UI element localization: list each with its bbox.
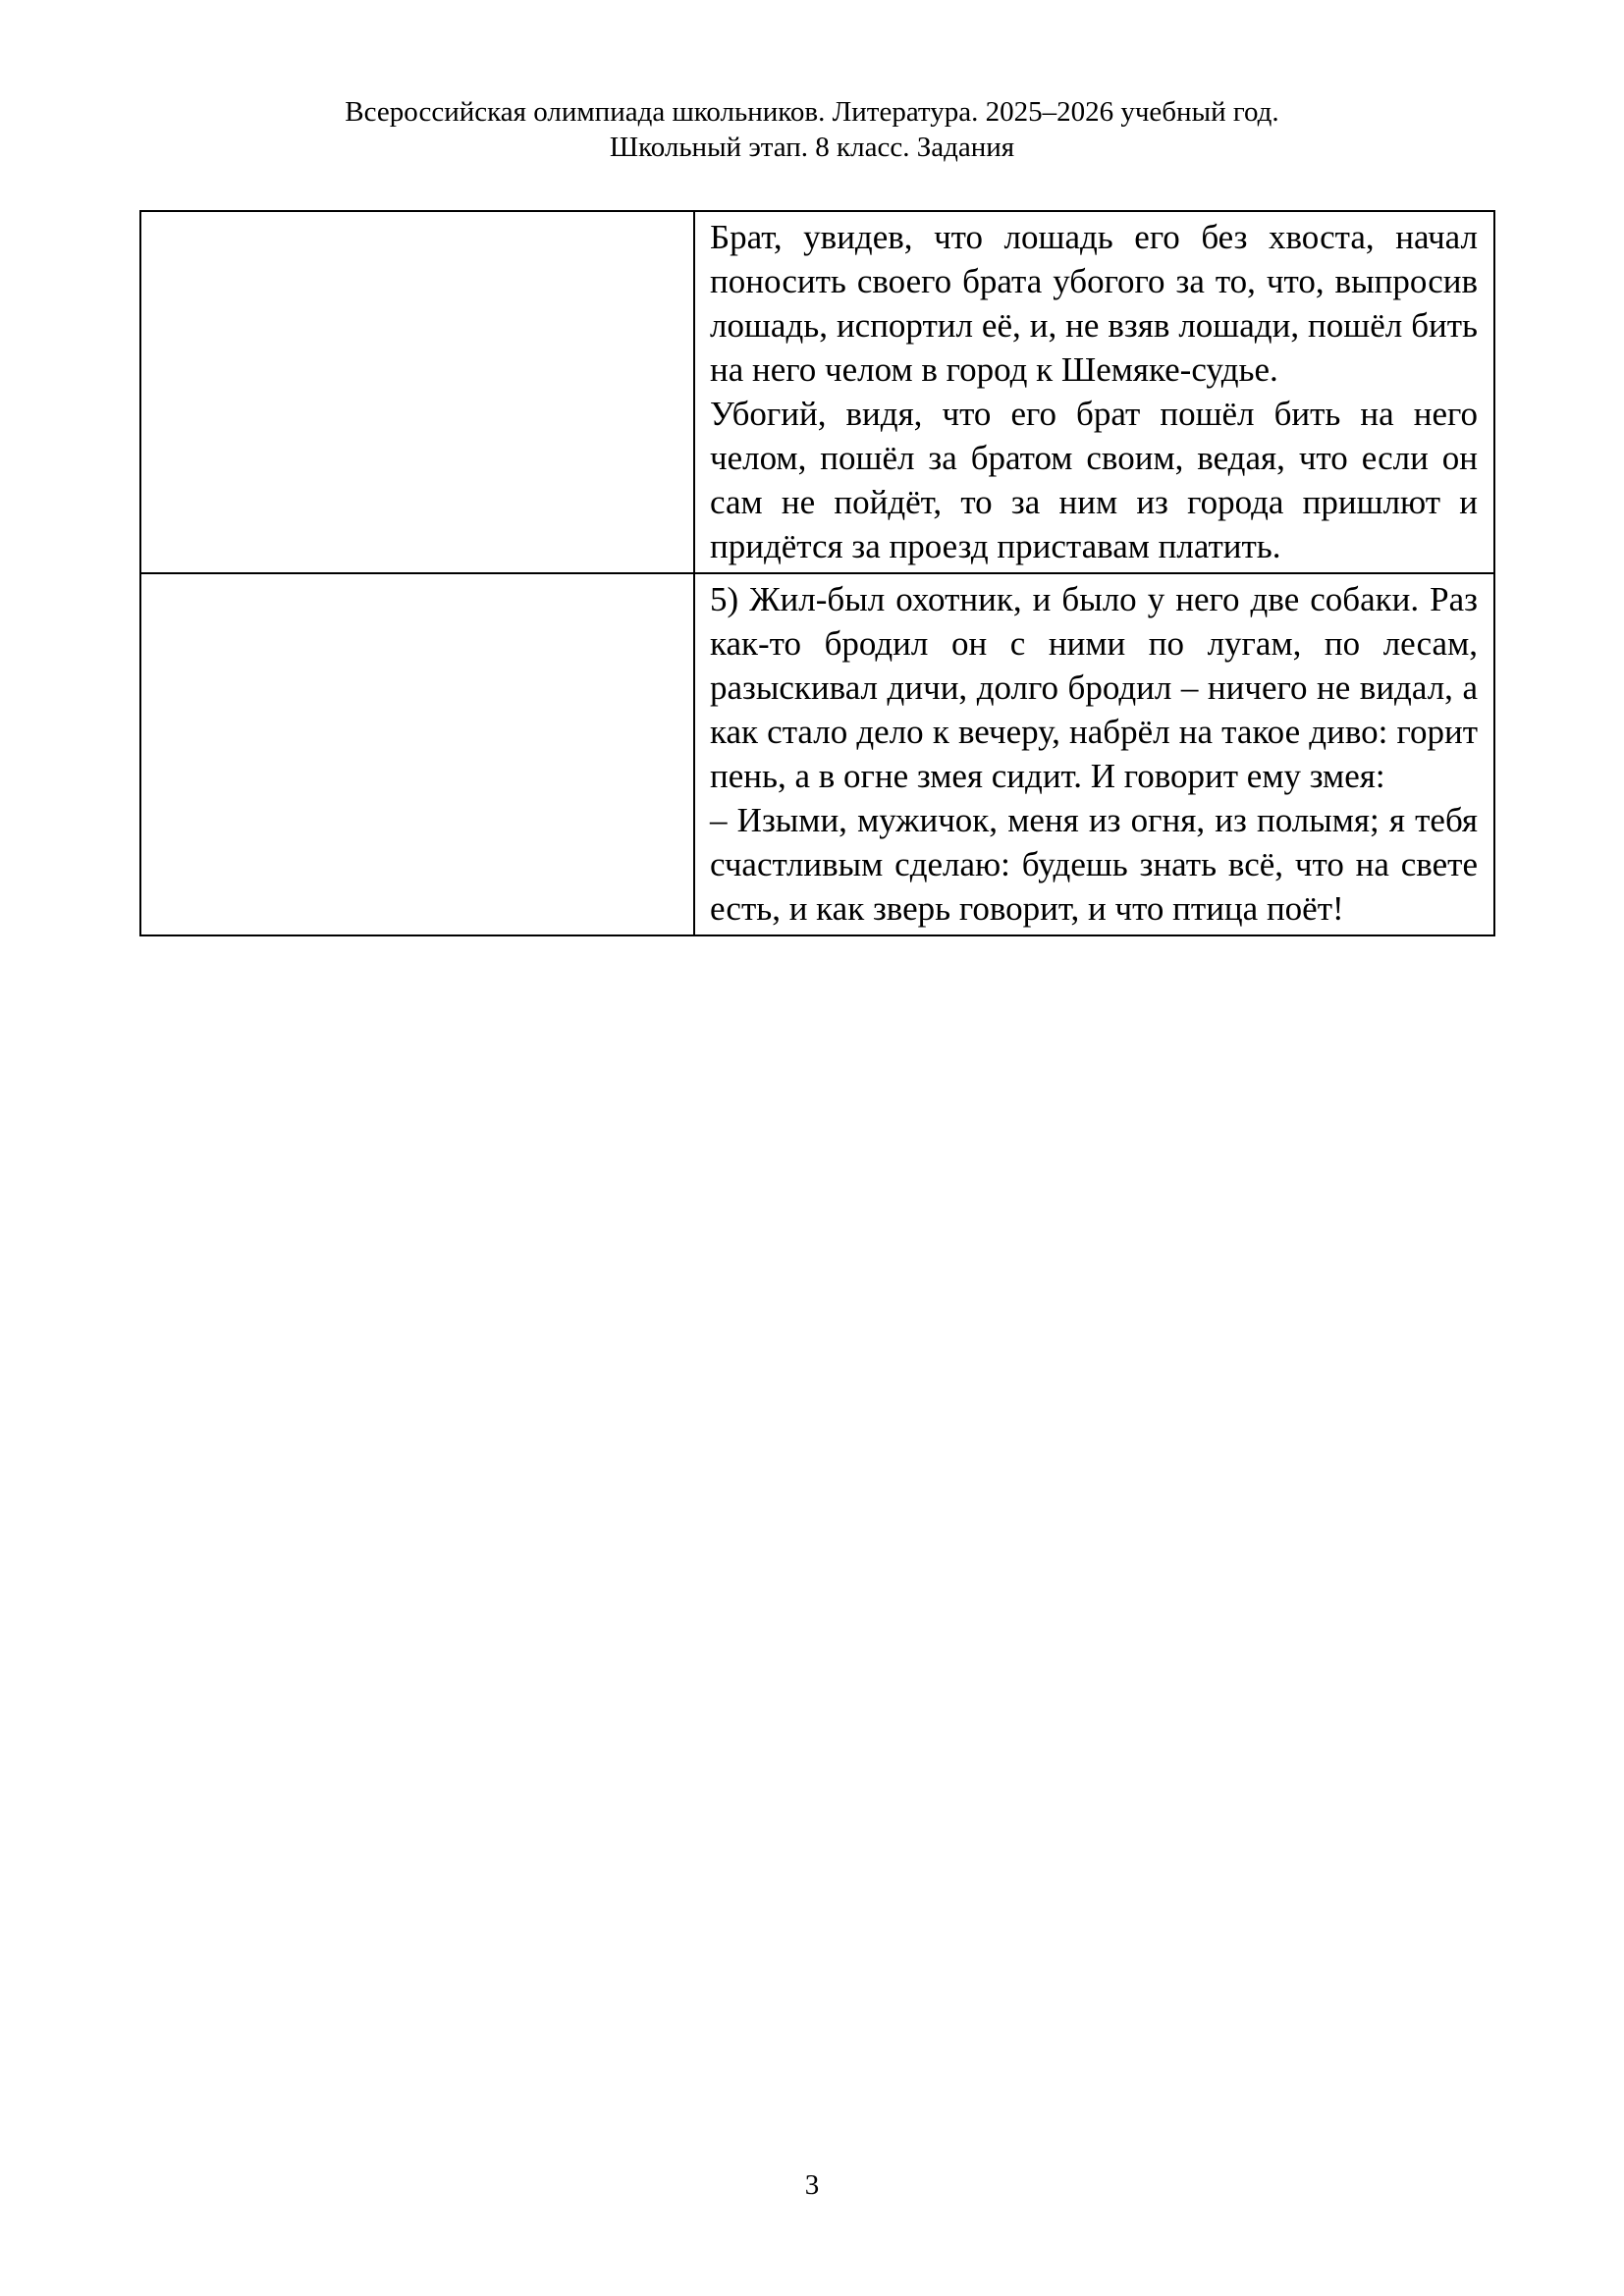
- text-paragraph: – Изыми, мужичок, меня из огня, из полымя; я тебя счастливым сделаю: будешь знать всё, что на свете есть, и как зверь говорит, и что птица поёт!: [710, 801, 1478, 928]
- text-paragraph: Убогий, видя, что его брат пошёл бить на него челом, пошёл за братом своим, ведая, что если он сам не пойдёт, то за ним из города пришлют и придётся за проезд приставам платить.: [710, 395, 1478, 565]
- text-cell: [694, 573, 1494, 935]
- page-number: 3: [804, 2169, 820, 2201]
- text-paragraph: 5) Жил-был охотник, и было у него две собаки. Раз как-то бродил он с ними по лугам, по лесам, разыскивал дичи, долго бродил – ничего не видал, а как стало дело к вечеру, набрёл на такое диво: горит пень, а в огне змея сидит. И говорит ему змея:: [710, 580, 1478, 795]
- tasks-table: [139, 210, 1495, 936]
- answer-cell: [140, 573, 694, 935]
- header-line-1: Всероссийская олимпиада школьников. Литература. 2025–2026 учебный год.: [345, 96, 1279, 128]
- text-cell-content: [695, 574, 1493, 934]
- answer-cell-text: [141, 574, 693, 581]
- answer-cell: [140, 211, 694, 573]
- answer-cell-text: [141, 212, 693, 219]
- table-row: [140, 573, 1494, 935]
- text-cell-content: [695, 212, 1493, 572]
- text-paragraph: Брат, увидев, что лошадь его без хвоста, начал поносить своего брата убогого за то, что, выпросив лошадь, испортил её, и, не взяв лошади, пошёл бить на него челом в город к Шемяке-судье.: [710, 218, 1478, 389]
- page-header: [0, 94, 1624, 165]
- text-cell: [694, 211, 1494, 573]
- table-row: [140, 211, 1494, 573]
- header-line-2: Школьный этап. 8 класс. Задания: [609, 132, 1015, 163]
